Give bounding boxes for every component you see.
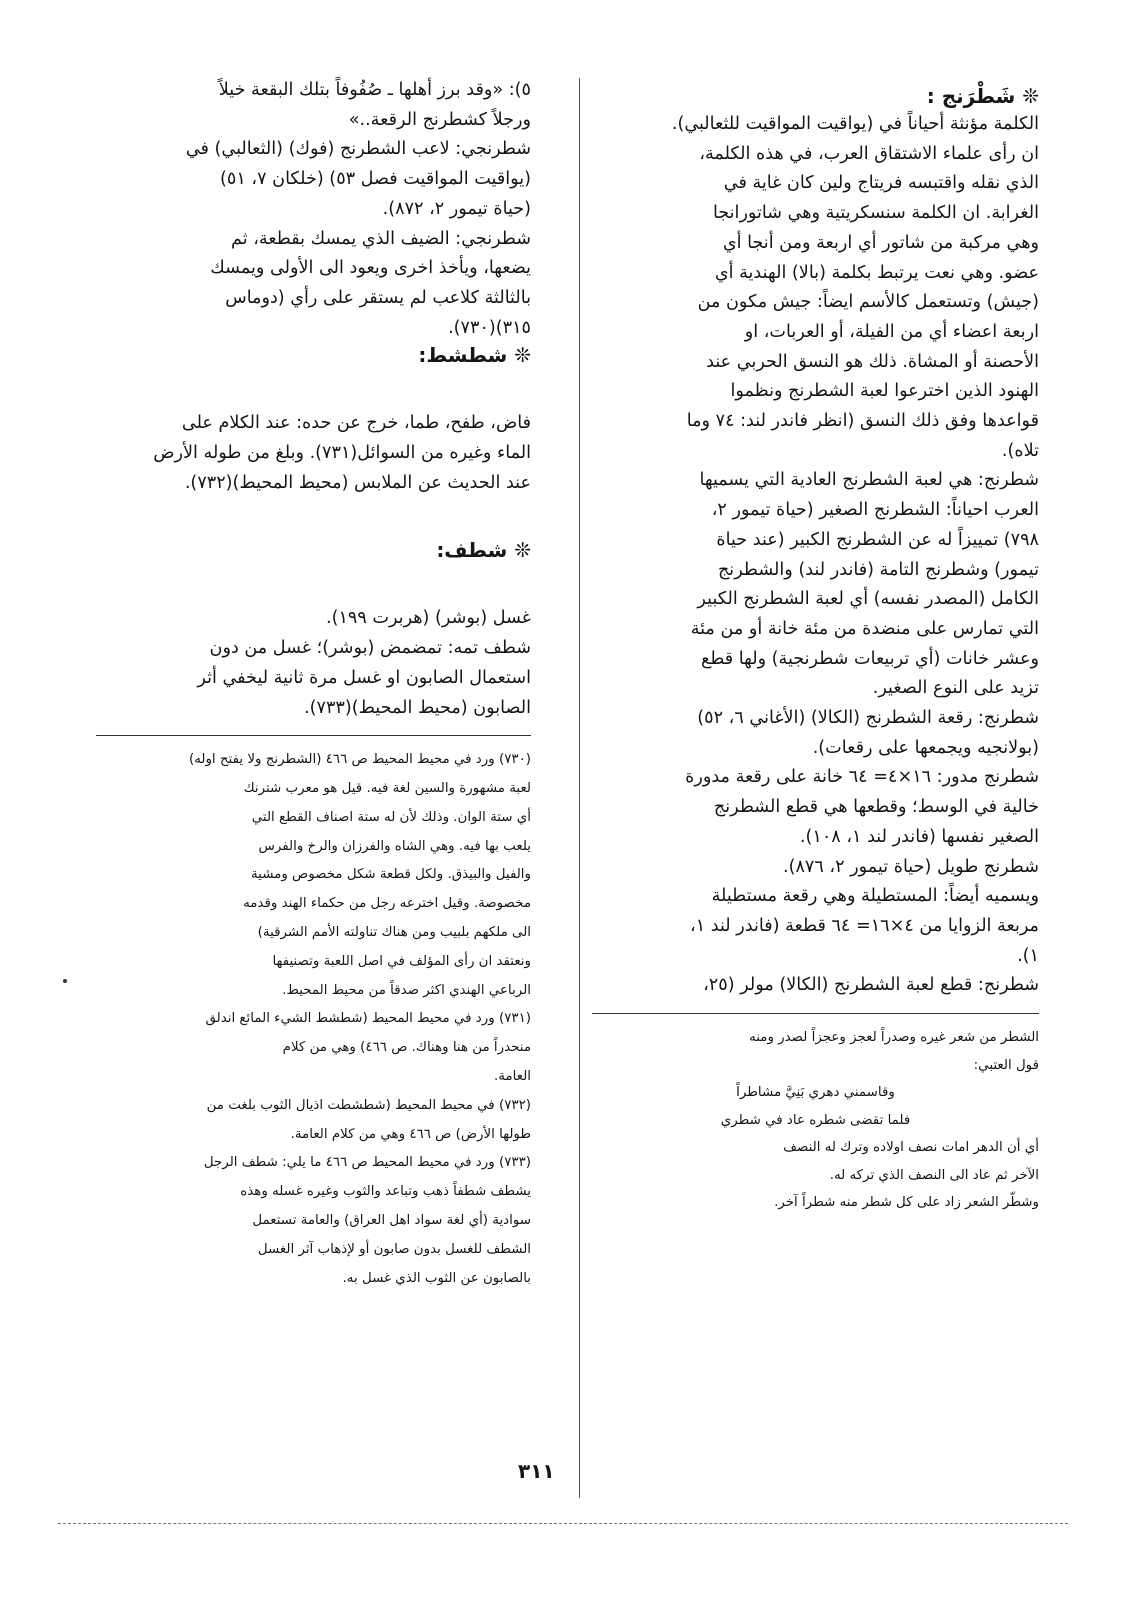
text-line: الغرابة. ان الكلمة سنسكريتية وهي شاتورانجا xyxy=(712,203,1039,224)
text-line: ويسميه أيضاً: المستطيلة وهي رقعة مستطيلة xyxy=(711,886,1039,907)
entry-body-shataf xyxy=(96,604,531,723)
scan-dot xyxy=(63,979,67,983)
entry-body-shatranj xyxy=(592,110,1039,1001)
footnote-line: الى ملكهم بلبيب ومن هناك تناولته الأمم الشرقية) xyxy=(257,925,531,941)
text-line: اربعة اعضاء أي من الفيلة، أو العربات، او xyxy=(744,321,1039,342)
text-line: ٧٩٨) تمييزاً له عن الشطرنج الكبير (عند حياة xyxy=(716,529,1039,550)
text-line: وعشر خانات (أي تربيعات شطرنجية) ولها قطع xyxy=(700,648,1039,669)
entry-continuation xyxy=(96,76,531,343)
footnote-line: (٧٣٠) ورد في محيط المحيط ص ٤٦٦ (الشطرنج ولا يفتح اوله) xyxy=(188,752,531,768)
footnote-line: والفيل والبيذق. ولكل قطعة شكل مخصوص ومشية xyxy=(251,867,531,883)
footnote-line: قول العتبي: xyxy=(973,1057,1039,1073)
text-line: الهنود الذين اخترعوا لعبة الشطرنج ونظموا xyxy=(730,381,1039,402)
text-line: تزيد على النوع الصغير. xyxy=(872,678,1039,699)
text-line: وهي مركبة من شاتور أي اربعة ومن أنجا أي xyxy=(722,232,1039,253)
text-line: الصغير نفسها (فاندر لند ١، ١٠٨). xyxy=(799,826,1039,847)
entry-heading-shatranj: ❊ شَطْرَنج : xyxy=(926,84,1039,108)
footnote-line: مخصوصة. وقيل اخترعه رجل من حكماء الهند وقدمه xyxy=(243,896,531,912)
bottom-rule xyxy=(58,1523,1068,1524)
text-line: ان رأى علماء الاشتقاق العرب، في هذه الكلمة، xyxy=(699,143,1039,164)
footnote-line: سوادية (أي لغة سواد اهل العراق) والعامة تستعمل xyxy=(252,1213,531,1228)
text-line: الكلمة مؤنثة أحياناً في (يواقيت المواقيت للثعالبي). xyxy=(671,114,1039,134)
footnote-rule xyxy=(96,735,531,736)
text-line: الماء وغيره من السوائل(٧٣١). وبلغ من طوله الأرض xyxy=(153,443,531,464)
footnote-line: العامة. xyxy=(494,1069,531,1085)
text-line: (بولانجيه ويجمعها على رقعات). xyxy=(812,737,1039,758)
verse-line: فلما تقضى شطره عاد في شطري xyxy=(720,1112,911,1128)
text-line: الصابون (محيط المحيط)(٧٣٣). xyxy=(304,697,531,718)
text-line: فاض، طفح، طما، خرج عن حده: عند الكلام على xyxy=(181,413,531,434)
column-divider xyxy=(579,78,580,1498)
footnote-line: طولها الأرض) ص ٤٦٦ وهي من كلام العامة. xyxy=(290,1126,531,1142)
text-line: ورجلاً كشطرنج الرقعة..» xyxy=(348,109,531,130)
text-line: ١). xyxy=(1017,945,1039,966)
text-line: شطرنج: هي لعبة الشطرنج العادية التي يسميها xyxy=(699,470,1039,491)
text-line: (حياة تيمور ٢، ٨٧٢). xyxy=(382,198,531,219)
footnote-line: الشطف للغسل بدون صابون أو لإذهاب آثر الغسل xyxy=(257,1241,531,1257)
text-line: عضو. وهي نعت يرتبط بكلمة (بالا) الهندية أي xyxy=(714,262,1039,283)
footnote-line: (٧٣٢) في محيط المحيط (شطشطت اذيال الثوب بلغت من xyxy=(206,1097,531,1113)
footnote-line: ونعتقد ان رأى المؤلف في اصل اللعبة وتصنيفها xyxy=(272,953,531,969)
text-line: استعمال الصابون او غسل مرة ثانية ليخفي أثر xyxy=(197,667,531,688)
text-line: يضعها، ويأخذ اخرى ويعود الى الأولى ويمسك xyxy=(210,258,531,279)
text-line: الكامل (المصدر نفسه) أي لعبة الشطرنج الكبير xyxy=(697,589,1039,610)
footnote-line: أي أن الدهر امات نصف اولاده وترك له النصف xyxy=(783,1140,1039,1156)
text-line: خالية في الوسط؛ وقطعها هي قطع الشطرنج xyxy=(713,797,1039,818)
footnote-line: الرباعي الهندي اكثر صدقاً من محيط المحيط. xyxy=(282,982,531,998)
text-line: التي تمارس على منضدة من مئة خانة أو من مئة xyxy=(690,618,1039,639)
text-line: قواعدها وفق ذلك النسق (انظر فاندر لند: ٧٤ وما xyxy=(686,411,1039,432)
footnote-line: بالصابون عن الثوب الذي غسل به. xyxy=(342,1270,531,1286)
text-line: العرب احياناً: الشطرنج الصغير (حياة تيمور ٢، xyxy=(711,500,1039,521)
text-line: شطرنج: قطع لعبة الشطرنج (الكالا) مولر (٢٥، xyxy=(703,975,1039,996)
entry-heading-shatshat: ❊ شطشط: xyxy=(418,343,531,368)
text-line: تيمور) وشطرنج التامة (فاندر لند) والشطرنج xyxy=(717,559,1039,580)
footnote-line: الشطر من شعر غيره وصدراً لعجز وعجزاً لصدر ومنه xyxy=(749,1030,1039,1046)
footnote-line: أي ستة الوان. وذلك لأن له ستة اصناف القطع التي xyxy=(251,809,531,825)
text-line: شطرنج مدور: ١٦×٤= ٦٤ خانة على رقعة مدورة xyxy=(685,767,1039,788)
text-line: عند الحديث عن الملابس (محيط المحيط)(٧٣٢). xyxy=(184,472,531,493)
spacer xyxy=(96,564,531,604)
left-column xyxy=(96,76,531,1293)
spacer xyxy=(96,498,531,538)
footnote-line: (٧٣١) ورد في محيط المحيط (شطشط الشيء المائع اندلق xyxy=(205,1011,531,1027)
footnote-line: يشطف شطفاً ذهب وتباعد والثوب وغيره غسله وهذه xyxy=(240,1184,531,1200)
page-number: ٣١١ xyxy=(518,1459,555,1483)
text-line: مربعة الزوايا من ٤×١٦= ٦٤ قطعة (فاندر لند ١، xyxy=(690,915,1039,936)
footnote-rule xyxy=(592,1013,1039,1014)
text-line: شطرنجي: الضيف الذي يمسك بقطعة، ثم xyxy=(231,228,531,249)
text-line: شطرنجي: لاعب الشطرنج (فوك) (الثعالبي) في xyxy=(185,139,531,160)
footnotes-block xyxy=(96,746,531,1293)
footnote-line: وشطّر الشعر زاد على كل شطر منه شطراً آخر. xyxy=(774,1195,1039,1211)
text-line: شطف تمه: تمضمض (بوشر)؛ غسل من دون xyxy=(209,638,531,659)
entry-body-shatshat xyxy=(96,409,531,498)
spacer xyxy=(96,369,531,409)
text-line: ٥): «وقد برز أهلها ـ صُفُوفاً بتلك البقعة خيلاً xyxy=(218,80,531,100)
footnote-block xyxy=(592,1024,1039,1217)
entry-heading-shataf: ❊ شطف: xyxy=(436,538,531,563)
text-line: شطرنج: رقعة الشطرنج (الكالا) (الأغاني ٦، ٥٢) xyxy=(697,708,1039,729)
text-line: شطرنج طويل (حياة تيمور ٢، ٨٧٦). xyxy=(783,856,1039,877)
footnote-line: يلعب بها فيه. وهي الشاه والفرزان والرخ والفرس xyxy=(258,838,531,854)
footnote-line: منحدراً من هنا وهناك. ص ٤٦٦) وهي من كلام xyxy=(282,1040,531,1056)
text-line: (يواقيت المواقيت فصل ٥٣) (خلكان ٧، ٥١) xyxy=(220,169,531,190)
footnote-line: لعبة مشهورة والسين لغة فيه. قيل هو معرب شترنك xyxy=(243,781,531,797)
text-line: (جيش) وتستعمل كالأسم ايضاً: جيش مكون من xyxy=(697,292,1039,313)
footnote-line: (٧٣٣) ورد في محيط المحيط ص ٤٦٦ ما يلي: شطف الرجل xyxy=(203,1155,531,1171)
right-column xyxy=(592,84,1039,1217)
text-line: تلاه). xyxy=(1001,440,1039,461)
text-line: بالثالثة كلاعب لم يستقر على رأي (دوماس xyxy=(225,287,531,308)
verse-line: وقاسمني دهري بَنِيَّ مشاطراً xyxy=(736,1085,895,1101)
text-line: الأحصنة أو المشاة. ذلك هو النسق الحربي عند xyxy=(706,351,1039,372)
text-line: الذي نقله واقتبسه فريتاج ولين كان غاية في xyxy=(723,173,1039,194)
footnote-line: الآخر ثم عاد الى النصف الذي تركه له. xyxy=(829,1167,1039,1183)
text-line: غسل (بوشر) (هربرت ١٩٩). xyxy=(325,608,531,629)
text-line: ٣١٥)(٧٣٠). xyxy=(448,317,531,338)
